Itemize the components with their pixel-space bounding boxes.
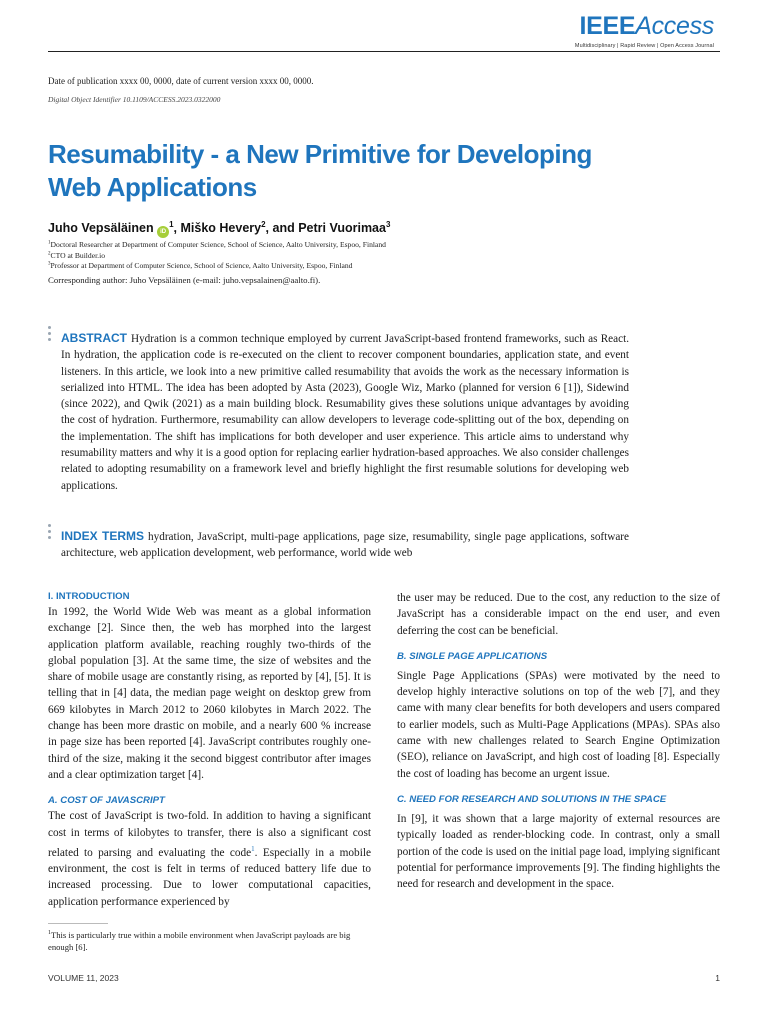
affiliation-text: CTO at Builder.io: [50, 251, 105, 260]
affiliation-sup: 3: [48, 261, 51, 267]
footnote-text: This is particularly true within a mobile environment when JavaScript payloads are big enough [6].: [48, 929, 351, 952]
abstract-label: ABSTRACT: [61, 331, 127, 345]
single-page-applications-text: Single Page Applications (SPAs) were motivated by the need to develop highly interactive solutions on top of the web [7], and they came with many clear benefits for both developers and users compared to earlier models, such as Multi-Page Applications (MPAs). SPAs also came with new challenges related to Search Engine Optimization (SEO), reliance on JavaScript, and high cost of loading [8]. Especially the cost of loading has become an urgent issue.: [397, 669, 720, 780]
author-1-sup: 1: [169, 220, 174, 229]
author-2: Miško Hevery: [180, 221, 262, 236]
corresponding-author: Corresponding author: Juho Vepsäläinen (e-mail: juho.vepsalainen@aalto.fi).: [48, 275, 321, 285]
author-list: [48, 220, 390, 238]
cost-of-javascript-text: [48, 808, 371, 910]
author-2-sup: 2: [261, 220, 266, 229]
affiliation: [48, 251, 105, 260]
affiliation-sup: 1: [48, 240, 51, 246]
section-heading-single-page-applications: B. SINGLE PAGE APPLICATIONS: [397, 650, 548, 662]
orcid-icon[interactable]: iD: [157, 226, 169, 238]
need-for-research-text: In [9], it was shown that a large majority of external resources are typically loaded as render-blocking code. In contrast, only a small portion of the code is used on the initial page load, implying significant potential for performance improvements [9]. The finding highlights the need for research and development in the space.: [397, 812, 720, 891]
cost-text-part1: The cost of JavaScript is two-fold. In addition to having a significant cost in terms of kilobytes to transfer, there is also a significant cost related to parsing and evaluating the code: [48, 810, 371, 859]
publication-dates: Date of publication xxxx 00, 0000, date of current version xxxx 00, 0000.: [48, 76, 314, 86]
author-separator: , and: [265, 221, 299, 236]
author-3-sup: 3: [385, 220, 391, 229]
affiliation-sup: 2: [48, 251, 51, 257]
left-column: [48, 590, 371, 910]
paper-title: Resumability - a New Primitive for Developing Web Applications: [48, 139, 592, 202]
volume-label: VOLUME 11, 2023: [48, 973, 119, 983]
affiliation: [48, 261, 352, 270]
index-terms: [61, 528, 629, 562]
footnote: [48, 927, 371, 953]
author-1: Juho Vepsäläinen: [48, 221, 154, 236]
affiliation-text: Professor at Department of Computer Science, School of Science, Aalto University, Espoo, Finland: [50, 261, 353, 270]
author-3: Petri Vuorimaa: [298, 221, 386, 236]
index-terms-label: INDEX TERMS: [61, 529, 145, 543]
cost-of-javascript-continued: the user may be reduced. Due to the cost, any reduction to the size of JavaScript has a considerable impact on the end user, and even deferring the cost can be beneficial.: [397, 592, 720, 637]
logo-ieee: IEEE: [579, 12, 636, 40]
logo-access: Access: [635, 12, 714, 40]
cost-text-part2: . Especially in a mobile environment, the cost is felt in terms of reduced battery life due to increased processing. Due to lower computational capacities, application performance experienced by: [48, 846, 371, 908]
logo-tagline: Multidisciplinary | Rapid Review | Open Access Journal: [574, 43, 714, 49]
introduction-text: In 1992, the World Wide Web was meant as a global information exchange [2]. Since then, the web has morphed into the largest application platform available, reaching roughly two-thirds of the global population [3]. At the same time, the size of websites and the share of mobile usage are constantly rising, as reported by [4], [5]. It is telling that in [4] data, the median page weight on desktop grew from 669 kilobytes in March 2012 to 2060 kilobytes in March 2022. The change has been more drastic on mobile, and a nearly 600 % increase in page size has been reported [4]. JavaScript contributes roughly one-third of the size, making it the second biggest contributor after images and a clear optimization target [4].: [48, 606, 371, 781]
right-column: [397, 590, 720, 892]
abstract: [61, 330, 629, 494]
header-rule: [48, 51, 720, 52]
author-separator: ,: [173, 221, 181, 236]
journal-logo: [575, 12, 714, 49]
section-heading-cost-of-javascript: A. COST OF JAVASCRIPT: [48, 795, 165, 807]
doi: Digital Object Identifier 10.1109/ACCESS.2023.0322000: [48, 95, 221, 104]
index-terms-dots: [48, 524, 52, 542]
affiliation-text: Doctoral Researcher at Department of Computer Science, School of Science, Aalto University, Espoo, Finland: [50, 240, 386, 249]
footnote-rule: [48, 923, 108, 924]
page-number: 1: [715, 973, 720, 983]
footnote-mark[interactable]: 1: [251, 844, 255, 853]
affiliation: [48, 240, 386, 249]
section-heading-introduction: I. INTRODUCTION: [48, 591, 130, 602]
footnote-sup: 1: [48, 930, 51, 936]
index-terms-text: hydration, JavaScript, multi-page applications, page size, resumability, single page applications, software architecture, web application development, web performance, world wide web: [61, 531, 629, 560]
section-heading-need-for-research: C. NEED FOR RESEARCH AND SOLUTIONS IN THE SPACE: [397, 793, 667, 805]
abstract-dots: [48, 326, 52, 344]
abstract-text: Hydration is a common technique employed by current JavaScript-based frontend frameworks, such as React. In hydration, the application code is re-executed on the client to recover component boundaries, application state, and event listeners. In this article, we look into a new primitive called resumability that avoids the work as the necessary information is serialized into HTML. The idea has been adopted by Asta (2023), Google Wiz, Marko (planned for version 6 [1]), Sidewind (since 2022), and Qwik (2021) as a main building block. Resumability gives these solutions unique advantages by avoiding the cost of hydration. Furthermore, resumability can allow developers to leverage code-splitting out of the box, depending on the implementation. The shift has implications for both developer and user experience. This article aims to understand why resumability matters and why it is a good option for replacing earlier hydration-based approaches. We also consider challenges related to adopting resumability on a framework level and briefly highlight the first resumable solutions for developing web applications.: [61, 333, 629, 492]
